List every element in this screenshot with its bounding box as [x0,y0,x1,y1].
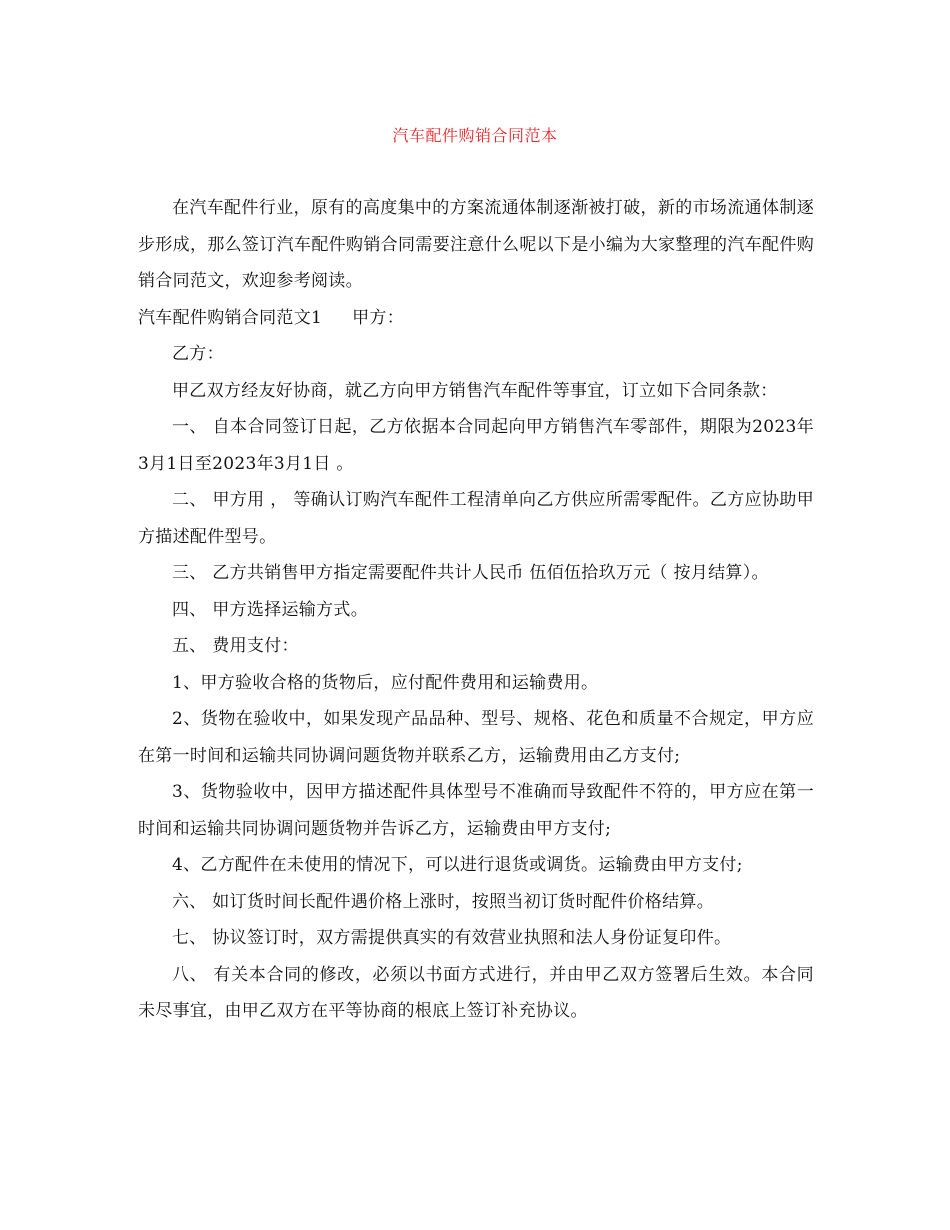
clause-5-item-2: 2、货物在验收中，如果发现产品品种、型号、规格、花色和质量不合规定，甲方应在第一时间和运输共同协调问题货物并联系乙方，运输费用由乙方支付; [138,709,814,766]
clause-5: 五、 费用支付： [172,636,299,656]
clause-8: 八、 有关本合同的修改，必须以书面方式进行，并由甲乙双方签署后生效。本合同未尽事宜，由甲乙双方在平等协商的根底上签订补充协议。 [138,964,814,1021]
clause-5-item-1: 1、甲方验收合格的货物后，应付配件费用和运输费用。 [172,672,599,693]
clause-1: 一、 自本合同签订日起，乙方依据本合同起向甲方销售汽车零部件，期限为2023年3月1日至2023年3月1日 。 [138,417,814,474]
preamble-paragraph: 甲乙双方经友好协商，就乙方向甲方销售汽车配件等事宜，订立如下合同条款： [172,380,778,401]
sample-heading: 汽车配件购销合同范文1 [138,307,323,328]
party-a-label: 甲方： [352,307,405,328]
party-b-label: 乙方： [172,344,224,364]
clause-3: 三、 乙方共销售甲方指定需要配件共计人民币 伍佰伍拾玖万元（ 按月结算）。 [172,563,769,583]
document-body [138,190,814,1030]
sample-heading-line [138,300,814,337]
intro-paragraph: 在汽车配件行业，原有的高度集中的方案流通体制逐渐被打破，新的市场流通体制逐步形成，那么签订汽车配件购销合同需要注意什么呢以下是小编为大家整理的汽车配件购销合同范文，欢迎参考阅读。 [138,198,814,291]
clause-7: 七、 协议签订时，双方需提供真实的有效营业执照和法人身份证复印件。 [172,928,732,948]
clause-5-item-4: 4、乙方配件在未使用的情况下，可以进行退货或调货。运输费由甲方支付; [172,855,743,875]
clause-6: 六、 如订货时间长配件遇价格上涨时，按照当初订货时配件价格结算。 [172,891,715,912]
clause-2: 二、 甲方用 ， 等确认订购汽车配件工程清单向乙方供应所需零配件。乙方应协助甲方描述配件型号。 [138,490,814,547]
document-title: 汽车配件购销合同范本 [392,126,558,145]
clause-5-item-3: 3、货物验收中，因甲方描述配件具体型号不准确而导致配件不符的，甲方应在第一时间和运输共同协调问题货物并告诉乙方，运输费由甲方支付; [138,782,814,839]
clause-4: 四、 甲方选择运输方式。 [172,599,369,620]
